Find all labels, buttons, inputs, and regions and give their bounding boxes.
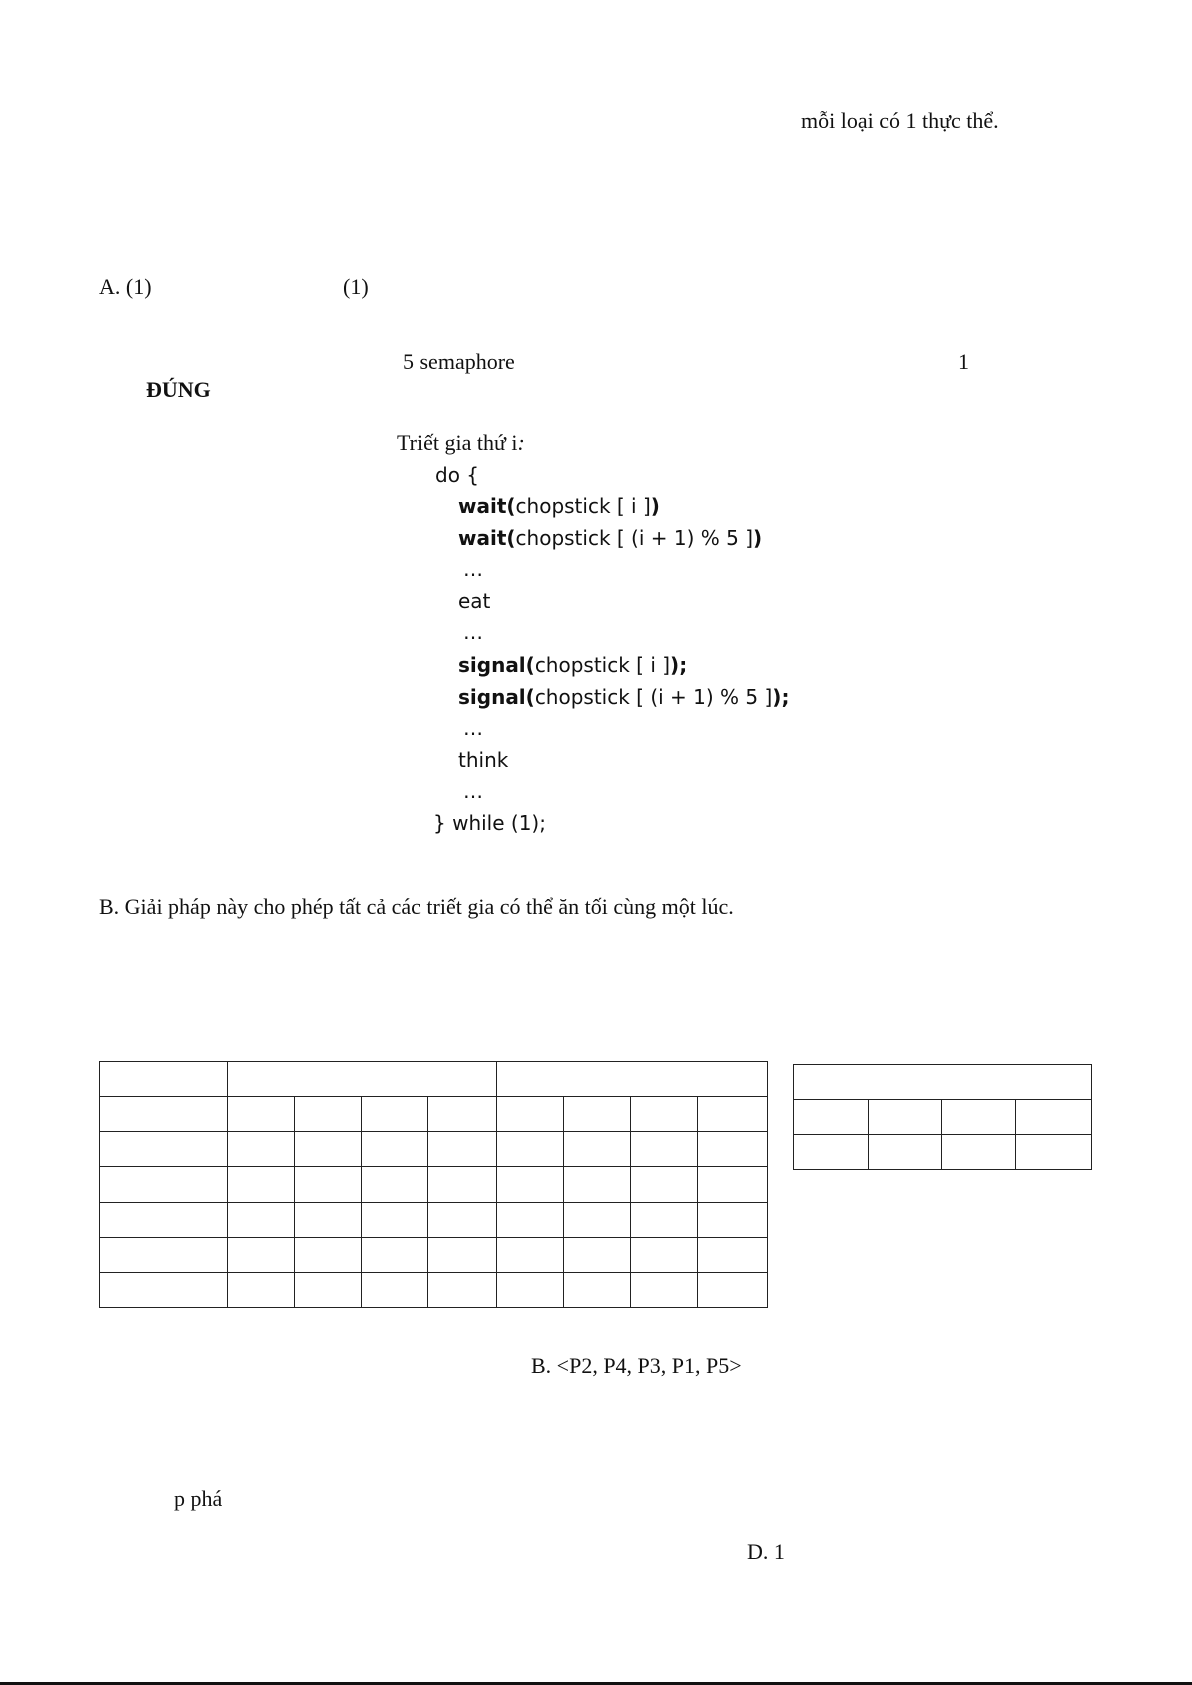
- table-cell: [497, 1272, 564, 1307]
- table-cell: [698, 1237, 768, 1272]
- table-cell: [497, 1132, 564, 1167]
- table-cell: [227, 1097, 294, 1132]
- table-cell: [631, 1237, 698, 1272]
- option-a-right: (1): [343, 274, 369, 299]
- table-row: [100, 1167, 768, 1202]
- table-cell: [497, 1167, 564, 1202]
- table-cell: [361, 1237, 428, 1272]
- option-b: B. Giải pháp này cho phép tất cả các triết gia có thể ăn tối cùng một lúc.: [99, 894, 734, 919]
- code-think: think: [458, 748, 509, 772]
- table-row: [100, 1202, 768, 1237]
- table-row: [100, 1132, 768, 1167]
- table-cell: [698, 1202, 768, 1237]
- table-cell: [564, 1132, 631, 1167]
- table-cell: [794, 1100, 869, 1135]
- table-cell: [631, 1167, 698, 1202]
- table-cell: [631, 1097, 698, 1132]
- code-while-close: } while (1);: [433, 811, 546, 835]
- table-cell: [698, 1272, 768, 1307]
- table-cell: [497, 1062, 768, 1097]
- code-eat: eat: [458, 589, 491, 613]
- table-cell: [868, 1100, 942, 1135]
- table-cell: [361, 1272, 428, 1307]
- table-cell: [294, 1132, 361, 1167]
- table-cell: [428, 1097, 497, 1132]
- table-cell: [227, 1202, 294, 1237]
- option-d: D. 1: [747, 1539, 785, 1564]
- table-row: [794, 1065, 1092, 1100]
- table-cell: [227, 1062, 497, 1097]
- table-cell: [428, 1202, 497, 1237]
- table-cell: [100, 1237, 228, 1272]
- code-title: Triết gia thứ i:: [397, 430, 525, 455]
- table-cell: [564, 1202, 631, 1237]
- table-cell: [497, 1202, 564, 1237]
- table-cell: [294, 1237, 361, 1272]
- table-cell: [1016, 1100, 1092, 1135]
- table-cell: [497, 1237, 564, 1272]
- fragment-pha: p phá: [174, 1486, 223, 1511]
- table-cell: [497, 1097, 564, 1132]
- table-cell: [868, 1135, 942, 1170]
- table-cell: [100, 1097, 228, 1132]
- table-cell: [361, 1097, 428, 1132]
- resource-table-right: [793, 1064, 1092, 1170]
- table-cell: [361, 1132, 428, 1167]
- table-cell: [698, 1167, 768, 1202]
- table-cell: [564, 1167, 631, 1202]
- table-cell: [100, 1202, 228, 1237]
- table-cell: [698, 1132, 768, 1167]
- code-dots-1: …: [463, 557, 483, 581]
- option-a-label: A. (1): [99, 274, 152, 299]
- table-cell: [227, 1167, 294, 1202]
- table-cell: [794, 1065, 1092, 1100]
- table-row: [100, 1062, 768, 1097]
- table-cell: [227, 1272, 294, 1307]
- table-cell: [227, 1132, 294, 1167]
- table-cell: [564, 1097, 631, 1132]
- table-row: [794, 1100, 1092, 1135]
- table-cell: [294, 1167, 361, 1202]
- table-cell: [631, 1202, 698, 1237]
- table-cell: [294, 1272, 361, 1307]
- table-cell: [428, 1237, 497, 1272]
- code-signal-1: signal(chopstick [ i ]);: [458, 653, 688, 677]
- table-cell: [294, 1202, 361, 1237]
- table-cell: [1016, 1135, 1092, 1170]
- table-cell: [227, 1237, 294, 1272]
- table-cell: [631, 1132, 698, 1167]
- table-row: [100, 1272, 768, 1307]
- verdict: ĐÚNG: [146, 377, 211, 402]
- table-cell: [794, 1135, 869, 1170]
- table-cell: [428, 1132, 497, 1167]
- table-cell: [942, 1100, 1016, 1135]
- semaphore-text: 5 semaphore: [403, 349, 515, 374]
- table-cell: [361, 1167, 428, 1202]
- resource-table-left: [99, 1061, 768, 1308]
- code-wait-2: wait(chopstick [ (i + 1) % 5 ]): [458, 526, 763, 550]
- code-dots-3: …: [463, 716, 483, 740]
- table-cell: [100, 1062, 228, 1097]
- table-cell: [428, 1272, 497, 1307]
- header-fragment: mỗi loại có 1 thực thể.: [801, 108, 999, 133]
- table-cell: [361, 1202, 428, 1237]
- table-cell: [100, 1272, 228, 1307]
- table-cell: [564, 1272, 631, 1307]
- table-row: [100, 1097, 768, 1132]
- code-dots-2: …: [463, 620, 483, 644]
- table-cell: [698, 1097, 768, 1132]
- table-cell: [428, 1167, 497, 1202]
- semaphore-number: 1: [958, 349, 969, 374]
- table-cell: [631, 1272, 698, 1307]
- code-dots-4: …: [463, 779, 483, 803]
- table-cell: [100, 1132, 228, 1167]
- code-signal-2: signal(chopstick [ (i + 1) % 5 ]);: [458, 685, 790, 709]
- code-do-open: do {: [435, 463, 480, 487]
- code-wait-1: wait(chopstick [ i ]): [458, 494, 660, 518]
- table-cell: [564, 1237, 631, 1272]
- table-row: [794, 1135, 1092, 1170]
- sequence-option: B. <P2, P4, P3, P1, P5>: [531, 1353, 742, 1378]
- table-cell: [100, 1167, 228, 1202]
- table-cell: [942, 1135, 1016, 1170]
- table-cell: [294, 1097, 361, 1132]
- table-row: [100, 1237, 768, 1272]
